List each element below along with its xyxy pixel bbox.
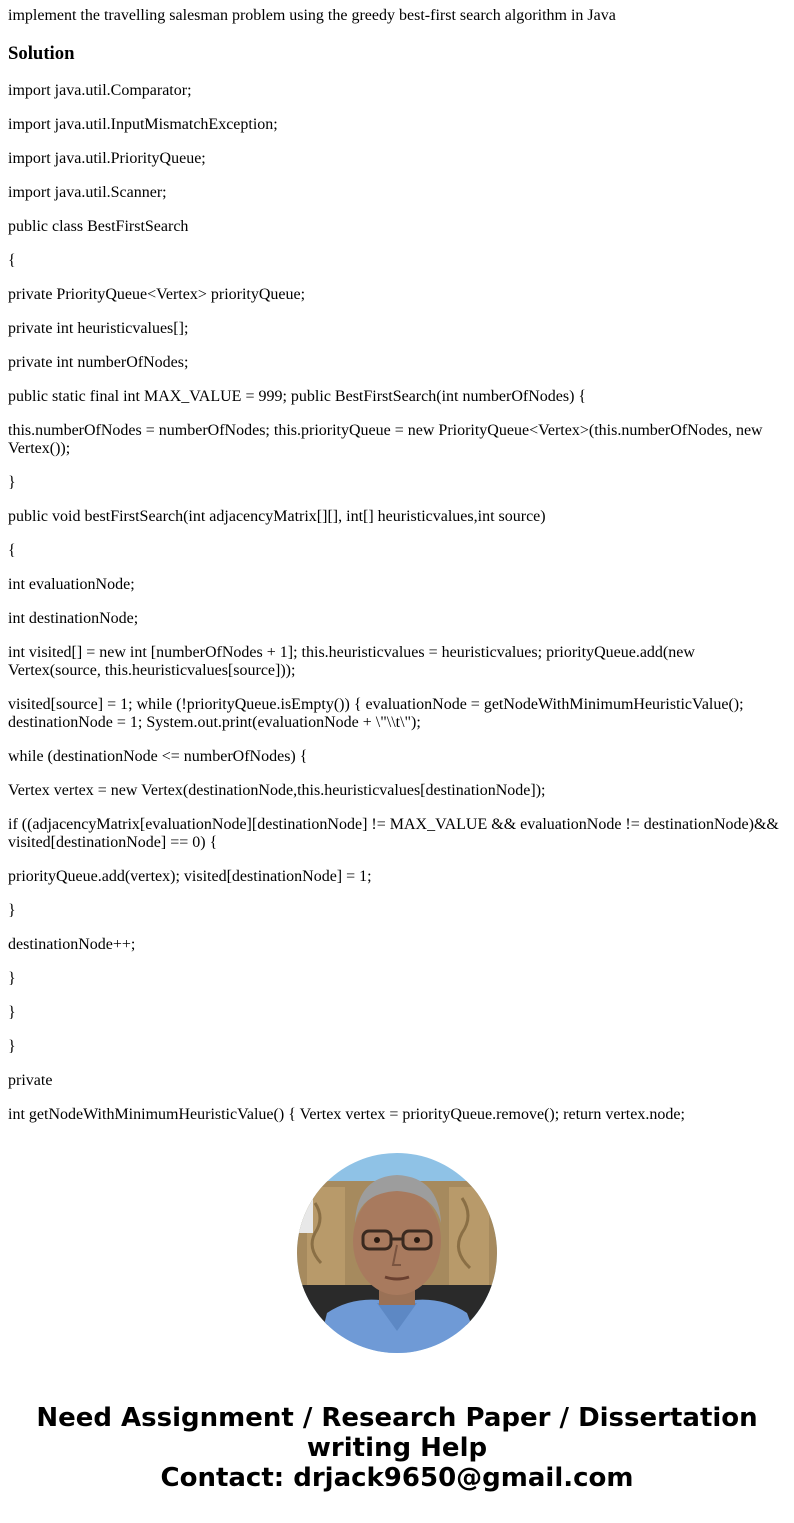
code-line: public static final int MAX_VALUE = 999; public BestFirstSearch(int numberOfNodes) { [8,388,587,405]
question-text: implement the travelling salesman problem using the greedy best-first search algorithm in Java [8,7,616,24]
author-photo [297,1153,497,1353]
code-line: { [8,542,16,559]
code-line: } [8,474,16,491]
code-line: int evaluationNode; [8,576,135,593]
code-line: while (destinationNode <= numberOfNodes) { [8,748,308,765]
author-portrait-icon [297,1153,497,1353]
code-line: private int heuristicvalues[]; [8,320,189,337]
code-line: import java.util.Scanner; [8,184,167,201]
footer-line-2: writing Help [306,1433,488,1463]
code-line: priorityQueue.add(vertex); visited[destinationNode] = 1; [8,868,372,885]
code-line: private [8,1072,53,1089]
code-line: public void bestFirstSearch(int adjacencyMatrix[][], int[] heuristicvalues,int source) [8,508,546,525]
code-line: private PriorityQueue<Vertex> priorityQueue; [8,286,306,303]
code-line: private int numberOfNodes; [8,354,189,371]
code-line: int destinationNode; [8,610,139,627]
code-line: { [8,252,16,269]
contact-footer [0,1403,794,1493]
code-line: int getNodeWithMinimumHeuristicValue() { Vertex vertex = priorityQueue.remove(); return vertex.node; [8,1106,685,1123]
solution-heading: Solution [8,43,75,64]
code-line: this.numberOfNodes = numberOfNodes; this.priorityQueue = new PriorityQueue<Vertex>(this.numberOfNodes, new Vertex()); [8,422,763,457]
code-line: int visited[] = new int [numberOfNodes + 1]; this.heuristicvalues = heuristicvalues; priorityQueue.add(new Vertex(source, this.heuristicvalues[source])); [8,644,695,679]
code-line: } [8,902,16,919]
code-line: } [8,1038,16,1055]
footer-contact-email: Contact: drjack9650@gmail.com [160,1463,634,1493]
code-line: public class BestFirstSearch [8,218,189,235]
code-line: import java.util.Comparator; [8,82,192,99]
code-line: import java.util.PriorityQueue; [8,150,206,167]
code-line: Vertex vertex = new Vertex(destinationNode,this.heuristicvalues[destinationNode]); [8,782,546,799]
code-line: import java.util.InputMismatchException; [8,116,278,133]
footer-line-1: Need Assignment / Research Paper / Dissertation [36,1403,758,1433]
document-content [8,0,788,1125]
code-line: } [8,1004,16,1021]
code-line: if ((adjacencyMatrix[evaluationNode][destinationNode] != MAX_VALUE && evaluationNode != destinationNode)&& visited[destinationNode] == 0) { [8,816,779,851]
code-line: visited[source] = 1; while (!priorityQueue.isEmpty()) { evaluationNode = getNodeWithMinimumHeuristicValue(); destinationNode = 1; System.out.print(evaluationNode + \"\\t\"); [8,696,744,731]
code-line: destinationNode++; [8,936,136,953]
code-line: } [8,970,16,987]
